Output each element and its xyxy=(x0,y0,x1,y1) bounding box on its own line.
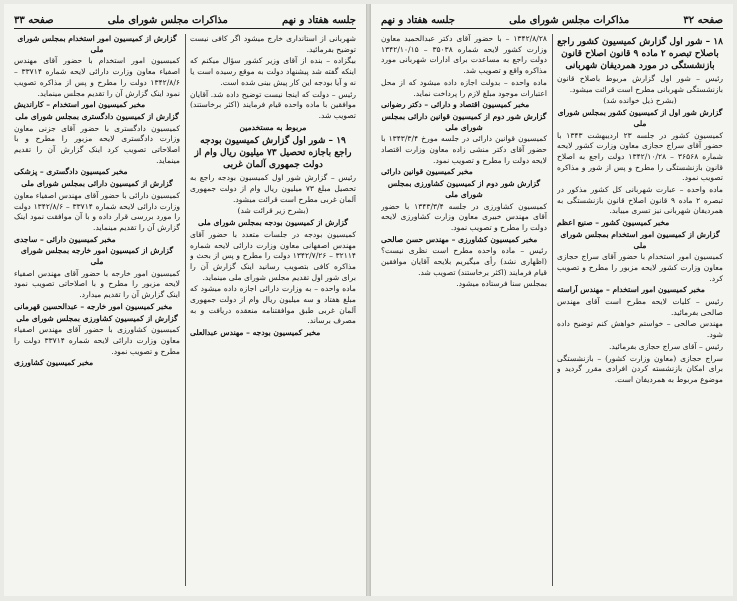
paragraph: کمیسیون دارائی با حضور آقای مهندس اصفیاء معاون وزارت دارائی لایحه شماره ۳۳۷۱۴ – ۱۳۴۲/۸/۶ دولت را مورد بررسی قرار داده و با آن موافقت نمود اینک گزارش آن را تقدیم مینماید. xyxy=(14,190,180,232)
left-page xyxy=(4,4,366,596)
right-page-right-column xyxy=(557,34,723,586)
reading-note: (بشرح زیر قرائت شد) xyxy=(237,206,309,216)
report-title: گزارش از کمیسیون امور استخدام بمجلس شورای ملی xyxy=(560,229,720,250)
section-label: مربوط به مستخدمین xyxy=(239,122,307,132)
right-session-title: جلسه هفتاد و نهم xyxy=(381,14,455,26)
section-heading: ۱۸ – شور اول گزارش کمیسیون کشور راجع باصلاح تبصره ۲ ماده ۹ قانون اصلاح قانون بازنشستگی در مورد همردیفان شهربانی xyxy=(557,37,723,71)
signature: مخبر کمیسیون کشاورزی – مهندس حسن صالحی xyxy=(381,234,538,244)
signature: مخبر کمیسیون دادگستری – پزشکی xyxy=(14,167,128,177)
column-rule xyxy=(552,34,553,586)
paragraph: ۱۳۴۲/۸/۲۸ – با حضور آقای دکتر عبدالحمید معاون وزارت کشور لایحه شماره ۳۵۰۳۸ – ۱۳۴۲/۱۰/۱۵ دولت راجع به مساعدت برای ادارات شهربانی مورد مذاکره واقع و تصویب شد. xyxy=(381,34,547,76)
left-page-left-column xyxy=(14,34,180,586)
left-page-columns xyxy=(14,34,356,586)
signature: مخبر کمیسیون قوانین دارائی xyxy=(381,167,473,177)
signature: مخبر کمیسیون امور استخدام – مهندس آراسته xyxy=(557,285,705,295)
paragraph: کمیسیون دادگستری با حضور آقای جزنی معاون وزارت دادگستری لایحه مزبور را مطرح و با اصلاحاتی تصویب کرد اینک گزارش آن را تقدیم مینماید. xyxy=(14,123,180,165)
right-page-columns xyxy=(381,34,723,586)
section-heading: ۱۹ – شور اول گزارش کمیسیون بودجه راجع باجازه تحصیل ۷۳ میلیون ریال وام از دولت جمهوری آلمان غربی xyxy=(194,136,352,171)
report-title: گزارش از کمیسیون کشاورزی بمجلس شورای ملی xyxy=(16,313,178,323)
report-title: گزارش شور اول از کمیسیون کشور بمجلس شورای ملی xyxy=(557,108,723,128)
report-title: گزارش از کمیسیون بودجه بمجلس شورای ملی xyxy=(197,218,349,228)
report-title: گزارش از کمیسیون دادگستری بمجلس شورای ملی xyxy=(15,111,179,121)
article-text: ماده واحده – عبارت شهربانی کل کشور مذکور در تبصره ۲ ماده ۹ قانون اصلاح قانون بازنشستگی به همردیفان شهربانی نیز تسری مییابد. xyxy=(557,185,723,216)
paragraph: کمیسیون بودجه در جلسات متعدد با حضور آقای مهندس اصفهانی معاون وزارت دارائی لایحه شماره ۳۲۱۱۴ – ۱۳۴۲/۷/۲۶ دولت را مطرح و پس از بحث و مذاکره کافی بتصویب رسانید اینک گزارش آن را برای شور اول تقدیم مجلس شورای ملی مینماید. xyxy=(190,229,356,282)
signature: مخبر کمیسیون امور استخدام – کاراندیش xyxy=(14,100,146,110)
paragraph: شهربانی از استانداری خارج میشود اگر کافی نیست توضیح بفرمائید. xyxy=(190,34,356,54)
paragraph: مهندس صالحی – خواستم خواهش کنم توضیح داده شود. xyxy=(557,319,723,340)
paragraph: کمیسیون کشور در جلسه ۲۳ اردیبهشت ۱۳۴۳ با حضور آقای سراج حجازی معاون وزارت کشور لایحه شماره ۳۶۵۶۸ – ۱۳۴۲/۱۰/۲۸ دولت راجع به اصلاح قانون بازنشستگی را مطرح و پس از شور و مذاکره تصویب نمود. xyxy=(557,130,723,183)
paragraph: رئیس – دولت که اینجا نیست توضیح داده شد. آقایان موافقین با ماده واحده قیام فرمایند (اکثر برخاستند) تصویب شد. xyxy=(190,89,356,120)
left-center-title: مذاکرات مجلس شورای ملی xyxy=(107,14,228,26)
paragraph: کمیسیون کشاورزی با حضور آقای مهندس اصفیاء معاون وزارت دارائی لایحه شماره ۳۳۷۱۴ دولت را مطرح و تصویب نمود. xyxy=(14,325,180,356)
report-title: گزارش از کمیسیون دارائی بمجلس شورای ملی xyxy=(21,179,173,189)
paragraph: بمجلس سنا فرستاده میشود. xyxy=(456,279,547,289)
paragraph: کمیسیون امور خارجه با حضور آقای مهندس اصفیاء لایحه مزبور را مطرح و با اصلاحاتی تصویب نمود اینک گزارش آن را تقدیم میدارد. xyxy=(14,268,180,300)
signature: مخبر کمیسیون بودجه – مهندس عبدالعلی xyxy=(190,328,321,338)
report-title: گزارش از کمیسیون امور خارجه بمجلس شورای ملی xyxy=(20,246,174,267)
signature: مخبر کمیسیون کشور – صنیع اعظم xyxy=(557,218,670,228)
right-center-title: مذاکرات مجلس شورای ملی xyxy=(509,14,630,26)
left-page-number: صفحه ۳۳ xyxy=(14,14,54,26)
paragraph: بیگزاده – بنده از آقای وزیر کشور سؤال میکنم که اینکه گفته شد پیشنهاد دولت به موقع رسیده است یا نه و آیا بودجه این کار پیش بینی شده است. xyxy=(190,56,356,87)
report-title: گزارش شور دوم از کمیسیون قوانین دارائی بمجلس شورای ملی xyxy=(381,111,547,132)
left-page-header xyxy=(14,12,356,29)
signature: مخبر کمیسیون امور خارجه – عبدالحسین قهرمانی xyxy=(14,301,173,311)
reading-note: (بشرح ذیل خوانده شد) xyxy=(603,96,677,106)
report-title: گزارش شور دوم از کمیسیون کشاورزی بمجلس شورای ملی xyxy=(387,179,541,199)
left-page-right-column xyxy=(190,34,356,586)
article-text: ماده واحده – به وزارت دارائی اجازه داده میشود که مبلغ هفتاد و سه میلیون ریال وام از دولت جمهوری آلمان غربی طبق موافقتنامه منعقده دریافت و به مصرف برساند. xyxy=(190,284,356,326)
paragraph: رئیس – کلیات لایحه مطرح است آقای مهندس صالحی بفرمائید. xyxy=(557,297,723,317)
paragraph: کمیسیون امور استخدام با حضور آقای مهندس اصفیاء معاون وزارت دارائی لایحه شماره ۳۳۷۱۴ – ۱۳۴۲/۸/۶ دولت را مطرح و پس از مذاکره تصویب نمود اینک گزارش آن را تقدیم مجلس مینماید. xyxy=(14,56,180,98)
paragraph: رئیس – گزارش شور اول کمیسیون بودجه راجع به تحصیل مبلغ ۷۳ میلیون ریال وام از دولت جمهوری آلمان غربی مطرح است قرائت میشود. xyxy=(190,173,356,204)
paragraph: سراج حجازی (معاون وزارت کشور) – بازنشستگی برای امکان بازنشسته کردن افرادی مقرر گردید و موضوع مربوط به همردیفان است. xyxy=(557,353,723,384)
paragraph: کمیسیون قوانین دارائی در جلسه مورخ ۱۳۴۳/۳/۴ با حضور آقای دکتر منشی زاده معاون وزارت اقتصاد لایحه دولت را مطرح و تصویب نمود. xyxy=(381,134,547,165)
left-session-title: جلسه هفتاد و نهم xyxy=(282,14,356,26)
column-rule xyxy=(185,34,186,586)
right-page-header xyxy=(381,12,723,29)
paragraph: رئیس – شور اول گزارش مربوط باصلاح قانون بازنشستگی شهربانی مطرح است قرائت میشود. xyxy=(557,74,723,94)
right-page xyxy=(371,4,733,596)
paragraph: کمیسیون امور استخدام با حضور آقای سراج حجازی معاون وزارت کشور لایحه مزبور را مطرح و تصویب کرد. xyxy=(557,252,723,283)
signature: مخبر کمیسیون کشاورزی xyxy=(14,358,94,368)
paragraph: کمیسیون کشاورزی در جلسه ۱۳۴۳/۳/۴ با حضور آقای مهندس خبیری معاون وزارت کشاورزی لایحه دولت را مطرح و تصویب نمود. xyxy=(381,201,547,232)
paragraph: رئیس – آقای سراج حجازی بفرمائید. xyxy=(608,341,723,351)
right-page-number: صفحه ۳۲ xyxy=(683,14,723,26)
signature: مخبر کمیسیون دارائی – ساجدی xyxy=(14,234,116,244)
signature: مخبر کمیسیون اقتصاد و دارائی – دکتر رضوانی xyxy=(381,100,530,110)
report-title: گزارش از کمیسیون امور استخدام بمجلس شورای ملی xyxy=(17,34,177,54)
article-text: ماده واحده – بدولت اجازه داده میشود که از محل اعتبارات موجود مبلغ لازم را پرداخت نماید. xyxy=(381,77,547,98)
right-page-left-column xyxy=(381,34,547,586)
paragraph: رئیس – ماده واحده مطرح است نظری نیست؟ (اظهاری نشد) رأی میگیریم بلایحه آقایان موافقین قیام فرمایند (اکثر برخاستند) تصویب شد. xyxy=(381,246,547,277)
